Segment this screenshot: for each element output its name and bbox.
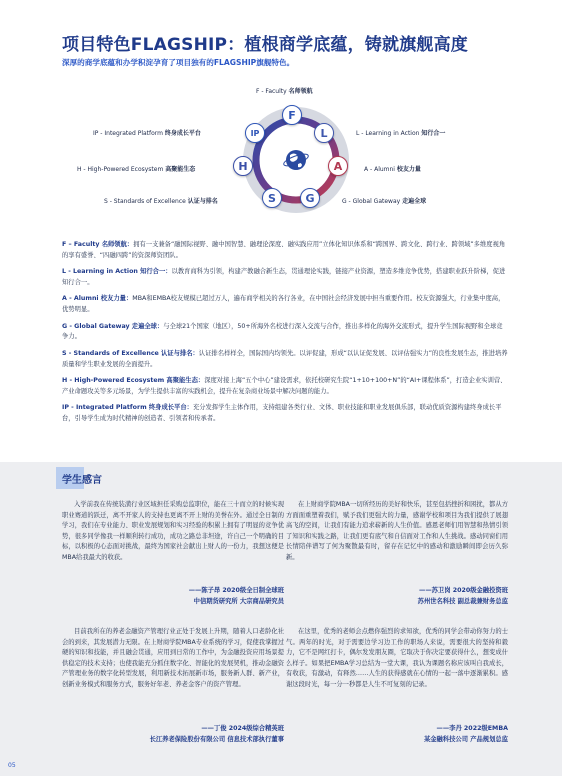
letter-circle: IP [245,123,265,143]
label-h-cn: 高聚能生态 [165,166,196,173]
label-f-cn: 名师领航 [288,88,313,95]
label-a [364,164,421,173]
label-l-cn: 知行合一 [421,130,446,137]
label-h [77,164,195,173]
flagship-diagram [0,80,562,230]
letter-circle: S [262,188,282,208]
feature-item [62,240,508,262]
signature-title: 中信期货研究所 大宗商品研究员 [193,598,284,605]
feature-item [62,403,508,425]
feature-list [62,240,508,430]
testimonial-signature [286,723,508,745]
feature-body: 深度对接上海“五个中心”建设需求，依托校研究生院“1+10+100+N”的“AI+课程体系”，打造企业实训营、产业命题攻关等多元场景，为学生提供丰富的实践机会，提升在复杂商业场景中解决问题的能力。 [62,376,507,395]
testimonial-signature [286,585,508,607]
section-heading [56,467,116,489]
testimonial-signature [62,723,284,745]
page-title: 项目特色FLAGSHIP：植根商学底蕴，铸就旗舰高度 [62,35,469,55]
label-a-cn: 校友力量 [396,166,421,173]
feature-body: 拥有一支兼备“融国际视野、融中国智慧、融理论深度、融实践应用”立体化知识体系和“跨国界、跨文化、跨行业、跨领域”多维度视角的享有盛誉、“四融四跨”的资深师资团队。 [62,241,506,259]
label-g-en: G - Global Gateway [342,198,401,205]
signature-name: ——陈子昂 2020级全日制全球班 [188,587,284,594]
label-l [356,128,445,137]
flagship-ring [0,80,562,230]
feature-item [62,349,508,371]
signature-title: 长江养老保险股份有限公司 信息技术部执行董事 [149,736,284,743]
feature-item [62,376,508,398]
label-ip-cn: 终身成长平台 [164,130,201,137]
feature-item [62,294,508,316]
label-s [104,196,218,205]
feature-heading: L - Learning in Action 知行合一： [62,268,172,276]
letter-circle: F [282,105,302,125]
feature-item [62,322,508,344]
feature-body: 认证排名样样全，国际国内均领先。以评促建，形成“以认证促发展、以评估强实力”的良性发展生态，推进培养质量和学生职业发展的全面提升。 [62,349,508,368]
label-a-en: A - Alumni [364,166,395,173]
label-l-en: L - Learning in Action [356,130,420,137]
feature-heading: A - Alumni 校友力量： [62,295,133,303]
feature-heading: S - Standards of Excellence 认证与排名： [62,349,199,357]
signature-name: ——丁俊 2024级综合精英班 [201,725,284,732]
letter-circle: G [300,188,320,208]
letter-circle: A [328,156,348,176]
feature-body: 充分发挥学生主体作用，支持组建各类行业、文体、职业技能和职业发展俱乐部，联动优质资源构建终身成长平台，引导学生成为时代精神的创造者、引领者和传承者。 [62,404,502,422]
feature-heading: H - High-Powered Ecosystem 高聚能生态： [62,376,205,384]
feature-body: 与全球21个国家（地区），50+所海外名校进行深入交流与合作，推出多样化的海外交流形式，提升学生国际视野和全球竞争力。 [62,322,503,341]
letter-circle: H [233,156,253,176]
testimonial-text: 在上财商学院MBA一切所经历的美好和快乐，甚至包括挫折和困扰，都从方方面面重塑着我们，赋予我们更强大的力量，感谢学校和项目为我们提供了展翅高飞的空间，让我们有能力追求崭新的人生价值。感恩老师们用智慧和热情引领了知识和实践之路，让我们更有底气和自信面对工作和人生挑战。感动同窗们用长情陪伴谱写了何为聚散最有时，留存在记忆中的感动和激励瞬间即会历久弥新。 [286,501,508,561]
feature-item [62,267,508,289]
feature-heading: G - Global Gateway 走遍全球： [62,322,164,330]
signature-name: ——李丹 2022级EMBA [436,725,508,732]
label-ip [93,128,201,137]
label-ip-en: IP - Integrated Platform [93,130,163,137]
label-s-cn: 认证与排名 [187,198,218,205]
testimonial-text: 目前我所在的养老金融资产管理行业正处于发展上升期，随着人口老龄化社会的到来，其发展潜力无限。在上财商学院MBA专业系统的学习，促使我掌握过硬的知识和技能，并且融会贯通，应用到日常的工作中，为金融投资应用场景提供稳定的技术支持；也使我能充分抓住数字化、智能化的发展契机，推动金融资产管理业务的数字化转型发展，利用新技术拓展新市场，服务新人群、新产业，创新业务模式和服务方式，服务好年老、养老金客户的资产管理。 [62,628,284,688]
feature-body: 以教育商科为引领，构建产教融合新生态，贯通理论实践，链接产业资源，塑造多维竞争优势，搭建职业跃升阶梯，促进知行合一。 [62,268,506,286]
letter-circle: L [314,123,334,143]
label-f-en: F - Faculty [256,88,287,95]
testimonial-text: 入学前我在传统装潢行业区域担任采购总监职位，能在三十而立的时候实现职业赛道的跃迁，离不开家人的支持也更离不开上财的美誉在外。通过全日制的学习，我们在专业能力、职业发展规划和实习经验的积累上拥有了明显的竞争优势，很多同学像我一样顺利转行成功，成功之路总非坦途，许自己一个明确的目标，以积极的心态面对挑战，最终为国家社会献出上财人的一份力，我想这便是MBA给我最大的收获。 [62,501,284,561]
feature-heading: IP - Integrated Platform 终身成长平台： [62,404,193,412]
label-f [256,86,313,95]
label-g [342,196,426,205]
label-h-en: H - High-Powered Ecosystem [77,166,164,173]
feature-heading: F – Faculty 名师领航： [62,241,134,248]
section-title: 学生感言 [62,475,102,486]
label-g-cn: 走遍全球 [402,198,427,205]
testimonial-text: 在这里，优秀的老师会点燃你强烈的求知欲，优秀的同学会带动你努力的士气。两年的时光，对于需要边学习边工作的职场人来说，需要很大的坚持和毅力，它不是网红打卡，偶尔发发朋友圈，它取决于你决定要获得什么，想变成什么样子。如果把EMBA学习总结为一堂大课，我认为课题名称应该叫自我成长，有收获，有激动，有释然……人生的获得感就在心情的一起一落中逐渐累积。感谢这段时光，每一分一秒都是人生不可复刻的记录。 [286,628,508,688]
label-s-en: S - Standards of Excellence [104,198,186,205]
testimonial-signature [62,585,284,607]
signature-name: ——苏卫岗 2020级金融投资班 [419,587,508,594]
feature-body: MBA和EMBA校友规模已超过万人，遍布商学相关的各行各业，在中国社会经济发展中担当重要作用。校友资源强大，行业集中度高，优势明显。 [62,295,505,314]
signature-title: 某金融科技公司 产品规划总监 [423,736,508,743]
signature-title: 苏州世名科技 副总裁兼财务总监 [417,598,508,605]
page-number: 05 [8,762,16,769]
page-subtitle: 深厚的商学底蕴和办学积淀孕育了项目独有的FLAGSHIP旗舰特色。 [62,58,295,67]
